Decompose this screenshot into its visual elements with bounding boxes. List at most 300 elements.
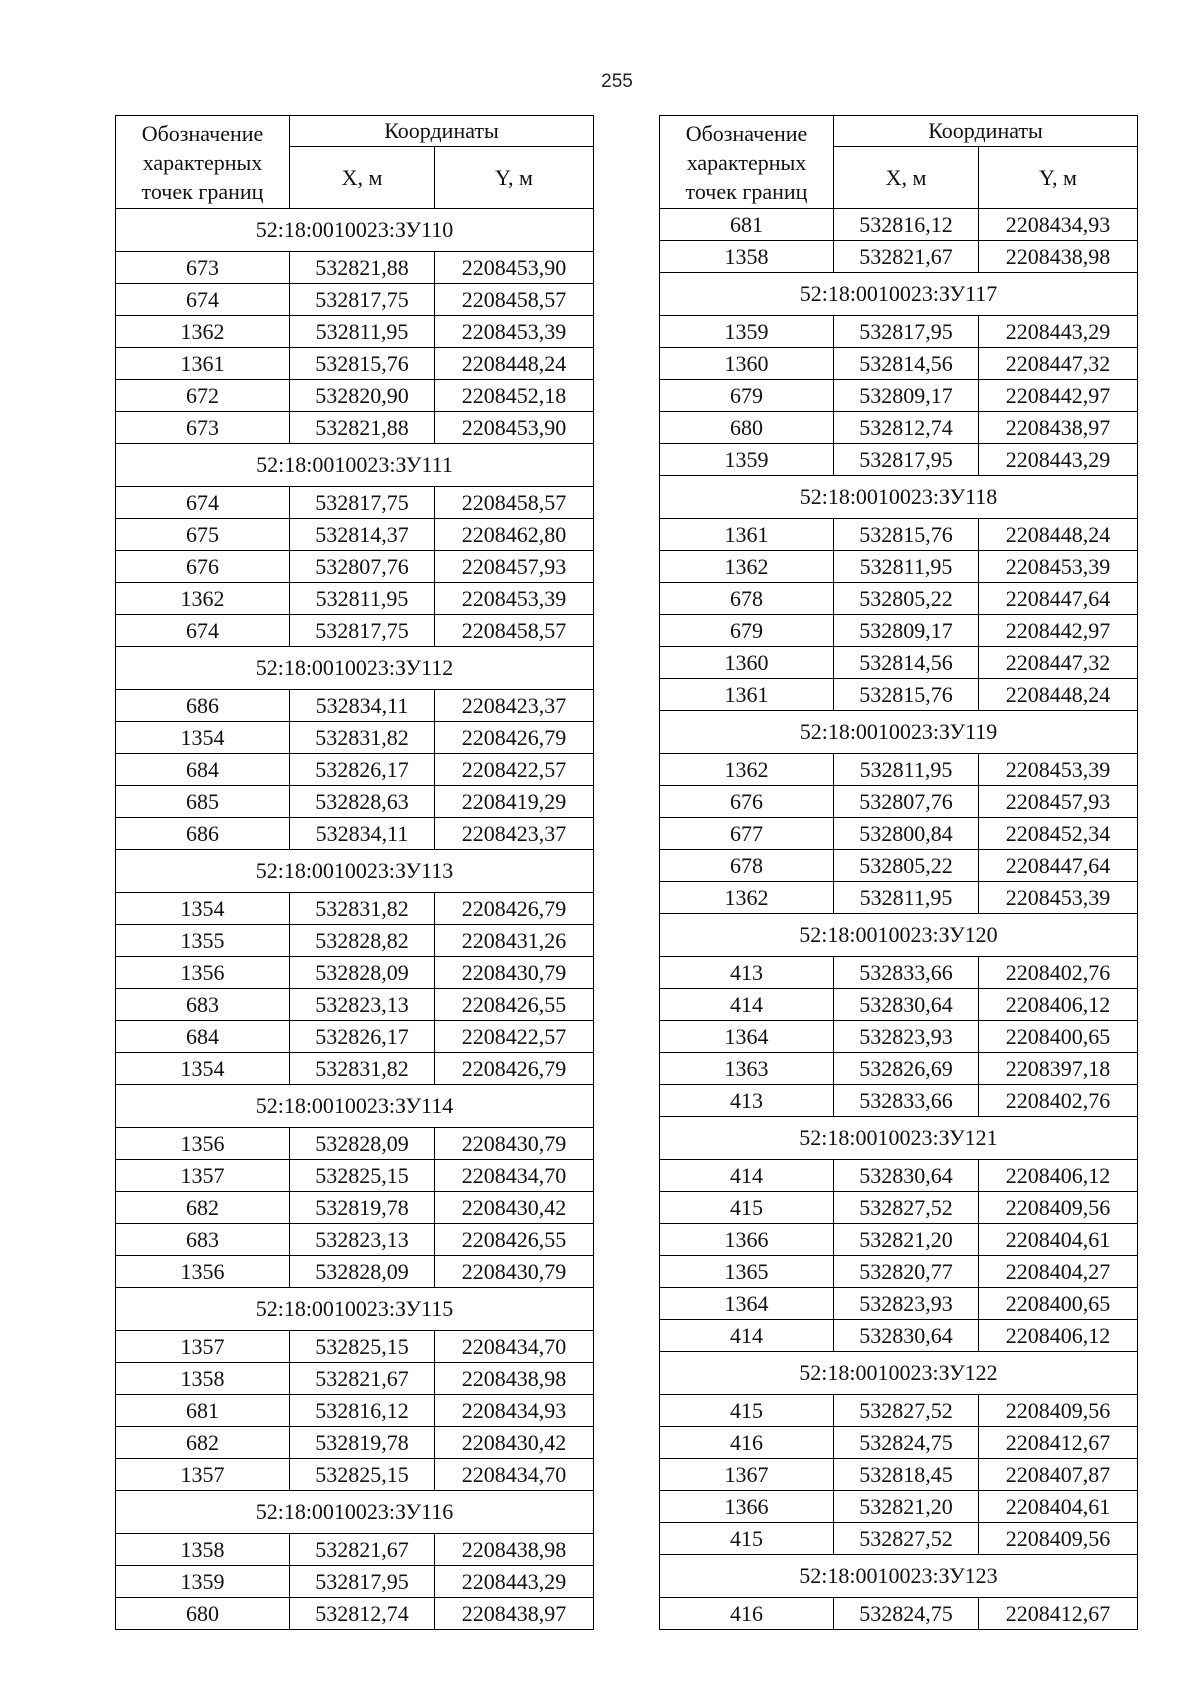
table-row [660,1459,1138,1491]
table-row [116,786,594,818]
y-coordinate-cell: 2208409,56 [979,1523,1138,1555]
point-number-cell: 680 [660,412,834,444]
y-coordinate-cell: 2208453,90 [435,412,594,444]
x-coordinate-cell: 532817,75 [290,284,435,316]
y-column-header: Y, м [979,147,1138,209]
table-row [660,989,1138,1021]
table-row [116,690,594,722]
point-number-cell: 1357 [116,1331,290,1363]
parcel-id: 52:18:0010023:ЗУ119 [660,711,1138,754]
x-coordinate-cell: 532828,09 [290,1256,435,1288]
x-column-header: X, м [834,147,979,209]
parcel-section-row [660,1555,1138,1598]
parcel-section-row [660,914,1138,957]
point-number-cell: 1362 [116,583,290,615]
y-coordinate-cell: 2208453,39 [979,551,1138,583]
point-number-cell: 673 [116,412,290,444]
x-coordinate-cell: 532817,95 [834,316,979,348]
table-row [660,1598,1138,1630]
point-number-cell: 685 [116,786,290,818]
x-coordinate-cell: 532821,67 [290,1534,435,1566]
point-number-cell: 683 [116,989,290,1021]
y-coordinate-cell: 2208426,79 [435,722,594,754]
y-coordinate-cell: 2208430,79 [435,1256,594,1288]
table-row [660,380,1138,412]
y-coordinate-cell: 2208452,34 [979,818,1138,850]
y-coordinate-cell: 2208458,57 [435,615,594,647]
point-number-cell: 1356 [116,957,290,989]
parcel-section-row [660,1117,1138,1160]
point-number-cell: 1362 [660,882,834,914]
x-coordinate-cell: 532824,75 [834,1598,979,1630]
parcel-section-row [116,1288,594,1331]
y-coordinate-cell: 2208448,24 [435,348,594,380]
y-coordinate-cell: 2208458,57 [435,487,594,519]
x-coordinate-cell: 532828,82 [290,925,435,957]
x-coordinate-cell: 532811,95 [834,754,979,786]
y-coordinate-cell: 2208431,26 [435,925,594,957]
y-coordinate-cell: 2208434,93 [435,1395,594,1427]
y-coordinate-cell: 2208434,93 [979,209,1138,241]
y-coordinate-cell: 2208438,97 [435,1598,594,1630]
point-number-cell: 677 [660,818,834,850]
parcel-id: 52:18:0010023:ЗУ113 [116,850,594,893]
point-number-cell: 679 [660,615,834,647]
table-row [660,1288,1138,1320]
y-coordinate-cell: 2208430,42 [435,1192,594,1224]
y-coordinate-cell: 2208404,27 [979,1256,1138,1288]
table-row [116,487,594,519]
table-row [116,1534,594,1566]
table-row [116,1160,594,1192]
x-coordinate-cell: 532805,22 [834,850,979,882]
y-coordinate-cell: 2208462,80 [435,519,594,551]
x-coordinate-cell: 532821,20 [834,1491,979,1523]
point-number-cell: 1355 [116,925,290,957]
table-row [116,1331,594,1363]
x-coordinate-cell: 532833,66 [834,957,979,989]
table-row [116,519,594,551]
point-number-cell: 673 [116,252,290,284]
point-number-cell: 674 [116,487,290,519]
table-row [116,957,594,989]
table-row [116,1427,594,1459]
x-coordinate-cell: 532815,76 [290,348,435,380]
point-number-cell: 413 [660,1085,834,1117]
point-number-cell: 1359 [660,444,834,476]
table-row [116,754,594,786]
parcel-section-row [116,1491,594,1534]
y-coordinate-cell: 2208443,29 [979,444,1138,476]
table-row [660,882,1138,914]
point-number-cell: 1366 [660,1491,834,1523]
y-coordinate-cell: 2208448,24 [979,519,1138,551]
point-number-cell: 680 [116,1598,290,1630]
y-coordinate-cell: 2208442,97 [979,615,1138,647]
point-number-cell: 1357 [116,1459,290,1491]
x-coordinate-cell: 532821,88 [290,412,435,444]
point-number-cell: 686 [116,690,290,722]
parcel-id: 52:18:0010023:ЗУ116 [116,1491,594,1534]
y-coordinate-cell: 2208434,70 [435,1331,594,1363]
y-coordinate-cell: 2208404,61 [979,1491,1138,1523]
x-coordinate-cell: 532820,77 [834,1256,979,1288]
parcel-id: 52:18:0010023:ЗУ118 [660,476,1138,519]
point-number-cell: 1367 [660,1459,834,1491]
x-coordinate-cell: 532824,75 [834,1427,979,1459]
table-row [116,1395,594,1427]
parcel-section-row [116,647,594,690]
x-coordinate-cell: 532818,45 [834,1459,979,1491]
point-number-cell: 414 [660,1160,834,1192]
point-number-cell: 674 [116,615,290,647]
parcel-section-row [660,273,1138,316]
table-row [660,412,1138,444]
y-coordinate-cell: 2208409,56 [979,1192,1138,1224]
x-coordinate-cell: 532827,52 [834,1395,979,1427]
point-number-cell: 1354 [116,722,290,754]
point-number-cell: 684 [116,754,290,786]
point-number-cell: 686 [116,818,290,850]
table-row [116,989,594,1021]
table-row [116,348,594,380]
table-row [660,818,1138,850]
parcel-id: 52:18:0010023:ЗУ117 [660,273,1138,316]
point-number-cell: 682 [116,1427,290,1459]
x-coordinate-cell: 532817,75 [290,615,435,647]
table-row [116,1363,594,1395]
y-coordinate-cell: 2208447,64 [979,583,1138,615]
x-coordinate-cell: 532823,93 [834,1021,979,1053]
point-number-cell: 676 [116,551,290,583]
y-coordinate-cell: 2208443,29 [979,316,1138,348]
y-coordinate-cell: 2208457,93 [435,551,594,583]
table-row [660,316,1138,348]
y-coordinate-cell: 2208426,55 [435,1224,594,1256]
point-number-cell: 678 [660,850,834,882]
x-coordinate-cell: 532817,75 [290,487,435,519]
y-coordinate-cell: 2208438,97 [979,412,1138,444]
y-coordinate-cell: 2208452,18 [435,380,594,412]
y-coordinate-cell: 2208442,97 [979,380,1138,412]
x-coordinate-cell: 532830,64 [834,989,979,1021]
table-row [660,850,1138,882]
parcel-id: 52:18:0010023:ЗУ111 [116,444,594,487]
table-row [116,615,594,647]
x-coordinate-cell: 532830,64 [834,1320,979,1352]
point-number-cell: 1362 [660,754,834,786]
y-coordinate-cell: 2208412,67 [979,1427,1138,1459]
x-coordinate-cell: 532821,88 [290,252,435,284]
point-number-cell: 1361 [116,348,290,380]
coordinates-column-header: Координаты [290,116,594,147]
y-coordinate-cell: 2208423,37 [435,818,594,850]
table-row [660,551,1138,583]
table-row [660,1192,1138,1224]
table-row [116,1053,594,1085]
parcel-section-row [660,711,1138,754]
x-coordinate-cell: 532828,09 [290,1128,435,1160]
table-row [660,209,1138,241]
point-number-cell: 684 [116,1021,290,1053]
table-row [116,1224,594,1256]
parcel-section-row [660,476,1138,519]
table-row [116,1598,594,1630]
x-coordinate-cell: 532807,76 [834,786,979,818]
parcel-section-row [116,444,594,487]
table-row [116,1459,594,1491]
table-row [660,679,1138,711]
table-row [116,583,594,615]
point-number-cell: 675 [116,519,290,551]
point-number-cell: 679 [660,380,834,412]
y-coordinate-cell: 2208426,79 [435,893,594,925]
point-number-cell: 1362 [116,316,290,348]
point-number-cell: 1358 [116,1534,290,1566]
table-row [116,1566,594,1598]
x-coordinate-cell: 532814,56 [834,348,979,380]
point-number-cell: 1359 [116,1566,290,1598]
table-row [660,519,1138,551]
point-number-cell: 1354 [116,1053,290,1085]
x-coordinate-cell: 532817,95 [834,444,979,476]
parcel-id: 52:18:0010023:ЗУ110 [116,209,594,252]
point-number-cell: 1365 [660,1256,834,1288]
y-coordinate-cell: 2208412,67 [979,1598,1138,1630]
y-coordinate-cell: 2208407,87 [979,1459,1138,1491]
table-row [116,818,594,850]
x-coordinate-cell: 532814,37 [290,519,435,551]
table-row [116,380,594,412]
y-coordinate-cell: 2208397,18 [979,1053,1138,1085]
y-coordinate-cell: 2208447,32 [979,348,1138,380]
y-coordinate-cell: 2208438,98 [435,1363,594,1395]
x-coordinate-cell: 532821,67 [834,241,979,273]
point-number-cell: 416 [660,1427,834,1459]
y-coordinate-cell: 2208402,76 [979,1085,1138,1117]
point-number-cell: 1354 [116,893,290,925]
point-number-cell: 674 [116,284,290,316]
x-coordinate-cell: 532831,82 [290,893,435,925]
table-row [116,284,594,316]
x-coordinate-cell: 532830,64 [834,1160,979,1192]
table-row [660,348,1138,380]
y-coordinate-cell: 2208404,61 [979,1224,1138,1256]
x-coordinate-cell: 532811,95 [834,551,979,583]
point-number-cell: 1360 [660,647,834,679]
point-number-cell: 414 [660,989,834,1021]
x-coordinate-cell: 532817,95 [290,1566,435,1598]
x-coordinate-cell: 532826,17 [290,754,435,786]
y-coordinate-cell: 2208453,39 [979,754,1138,786]
y-coordinate-cell: 2208453,39 [435,316,594,348]
point-number-cell: 1361 [660,519,834,551]
table-row [116,1128,594,1160]
point-number-cell: 1357 [116,1160,290,1192]
table-row [660,1160,1138,1192]
point-number-cell: 681 [660,209,834,241]
parcel-section-row [116,209,594,252]
parcel-section-row [660,1352,1138,1395]
x-coordinate-cell: 532825,15 [290,1160,435,1192]
point-number-cell: 681 [116,1395,290,1427]
x-coordinate-cell: 532825,15 [290,1459,435,1491]
y-coordinate-cell: 2208457,93 [979,786,1138,818]
x-coordinate-cell: 532814,56 [834,647,979,679]
point-number-cell: 1366 [660,1224,834,1256]
table-row [660,1021,1138,1053]
table-row [116,893,594,925]
x-coordinate-cell: 532815,76 [834,519,979,551]
point-number-cell: 682 [116,1192,290,1224]
point-number-cell: 683 [116,1224,290,1256]
table-row [660,241,1138,273]
table-row [116,1256,594,1288]
table-row [660,1491,1138,1523]
point-number-cell: 672 [116,380,290,412]
x-coordinate-cell: 532825,15 [290,1331,435,1363]
table-row [116,722,594,754]
parcel-id: 52:18:0010023:ЗУ122 [660,1352,1138,1395]
x-coordinate-cell: 532812,74 [834,412,979,444]
y-coordinate-cell: 2208438,98 [979,241,1138,273]
y-coordinate-cell: 2208400,65 [979,1021,1138,1053]
y-coordinate-cell: 2208447,32 [979,647,1138,679]
table-row [116,551,594,583]
table-row [660,754,1138,786]
y-coordinate-cell: 2208422,57 [435,754,594,786]
table-row [660,647,1138,679]
y-coordinate-cell: 2208453,90 [435,252,594,284]
table-row [660,583,1138,615]
x-coordinate-cell: 532811,95 [834,882,979,914]
point-number-cell: 1360 [660,348,834,380]
table-row [116,925,594,957]
x-coordinate-cell: 532828,63 [290,786,435,818]
x-coordinate-cell: 532819,78 [290,1192,435,1224]
y-coordinate-cell: 2208458,57 [435,284,594,316]
y-coordinate-cell: 2208453,39 [979,882,1138,914]
x-coordinate-cell: 532831,82 [290,722,435,754]
parcel-id: 52:18:0010023:ЗУ123 [660,1555,1138,1598]
point-number-cell: 415 [660,1395,834,1427]
point-number-cell: 415 [660,1523,834,1555]
point-number-cell: 676 [660,786,834,818]
x-coordinate-cell: 532807,76 [290,551,435,583]
x-column-header: X, м [290,147,435,209]
y-coordinate-cell: 2208430,79 [435,957,594,989]
x-coordinate-cell: 532821,67 [290,1363,435,1395]
x-coordinate-cell: 532834,11 [290,690,435,722]
y-coordinate-cell: 2208409,56 [979,1395,1138,1427]
x-coordinate-cell: 532834,11 [290,818,435,850]
point-number-cell: 1358 [660,241,834,273]
x-coordinate-cell: 532811,95 [290,583,435,615]
table-body [660,209,1138,1630]
y-coordinate-cell: 2208430,79 [435,1128,594,1160]
point-column-header: Обозначение характерных точек границ [116,116,290,209]
x-coordinate-cell: 532805,22 [834,583,979,615]
point-number-cell: 1363 [660,1053,834,1085]
table-row [116,252,594,284]
y-column-header: Y, м [435,147,594,209]
table-row [660,444,1138,476]
parcel-id: 52:18:0010023:ЗУ121 [660,1117,1138,1160]
table-row [660,1224,1138,1256]
x-coordinate-cell: 532828,09 [290,957,435,989]
y-coordinate-cell: 2208406,12 [979,989,1138,1021]
x-coordinate-cell: 532827,52 [834,1523,979,1555]
table-row [660,1427,1138,1459]
x-coordinate-cell: 532827,52 [834,1192,979,1224]
x-coordinate-cell: 532823,13 [290,1224,435,1256]
y-coordinate-cell: 2208426,79 [435,1053,594,1085]
table-body [116,209,594,1630]
x-coordinate-cell: 532833,66 [834,1085,979,1117]
table-row [660,1085,1138,1117]
y-coordinate-cell: 2208422,57 [435,1021,594,1053]
table-header [660,116,1138,209]
point-number-cell: 415 [660,1192,834,1224]
point-number-cell: 678 [660,583,834,615]
table-row [660,615,1138,647]
table-header [116,116,594,209]
x-coordinate-cell: 532816,12 [290,1395,435,1427]
x-coordinate-cell: 532823,93 [834,1288,979,1320]
y-coordinate-cell: 2208430,42 [435,1427,594,1459]
table-row [116,316,594,348]
table-row [660,1256,1138,1288]
x-coordinate-cell: 532812,74 [290,1598,435,1630]
y-coordinate-cell: 2208426,55 [435,989,594,1021]
point-number-cell: 1364 [660,1288,834,1320]
x-coordinate-cell: 532809,17 [834,380,979,412]
y-coordinate-cell: 2208423,37 [435,690,594,722]
point-number-cell: 416 [660,1598,834,1630]
point-number-cell: 1361 [660,679,834,711]
y-coordinate-cell: 2208453,39 [435,583,594,615]
parcel-id: 52:18:0010023:ЗУ112 [116,647,594,690]
y-coordinate-cell: 2208400,65 [979,1288,1138,1320]
x-coordinate-cell: 532826,69 [834,1053,979,1085]
x-coordinate-cell: 532800,84 [834,818,979,850]
y-coordinate-cell: 2208434,70 [435,1160,594,1192]
y-coordinate-cell: 2208438,98 [435,1534,594,1566]
point-number-cell: 1362 [660,551,834,583]
parcel-id: 52:18:0010023:ЗУ115 [116,1288,594,1331]
x-coordinate-cell: 532816,12 [834,209,979,241]
parcel-section-row [116,1085,594,1128]
point-number-cell: 414 [660,1320,834,1352]
y-coordinate-cell: 2208406,12 [979,1160,1138,1192]
point-column-header: Обозначение характерных точек границ [660,116,834,209]
x-coordinate-cell: 532811,95 [290,316,435,348]
table-row [660,1395,1138,1427]
table-row [660,1320,1138,1352]
point-number-cell: 1356 [116,1256,290,1288]
x-coordinate-cell: 532815,76 [834,679,979,711]
table-row [660,957,1138,989]
y-coordinate-cell: 2208419,29 [435,786,594,818]
x-coordinate-cell: 532819,78 [290,1427,435,1459]
table-row [116,412,594,444]
page-number: 255 [601,71,633,92]
x-coordinate-cell: 532809,17 [834,615,979,647]
point-number-cell: 1356 [116,1128,290,1160]
table-row [116,1192,594,1224]
x-coordinate-cell: 532831,82 [290,1053,435,1085]
y-coordinate-cell: 2208443,29 [435,1566,594,1598]
